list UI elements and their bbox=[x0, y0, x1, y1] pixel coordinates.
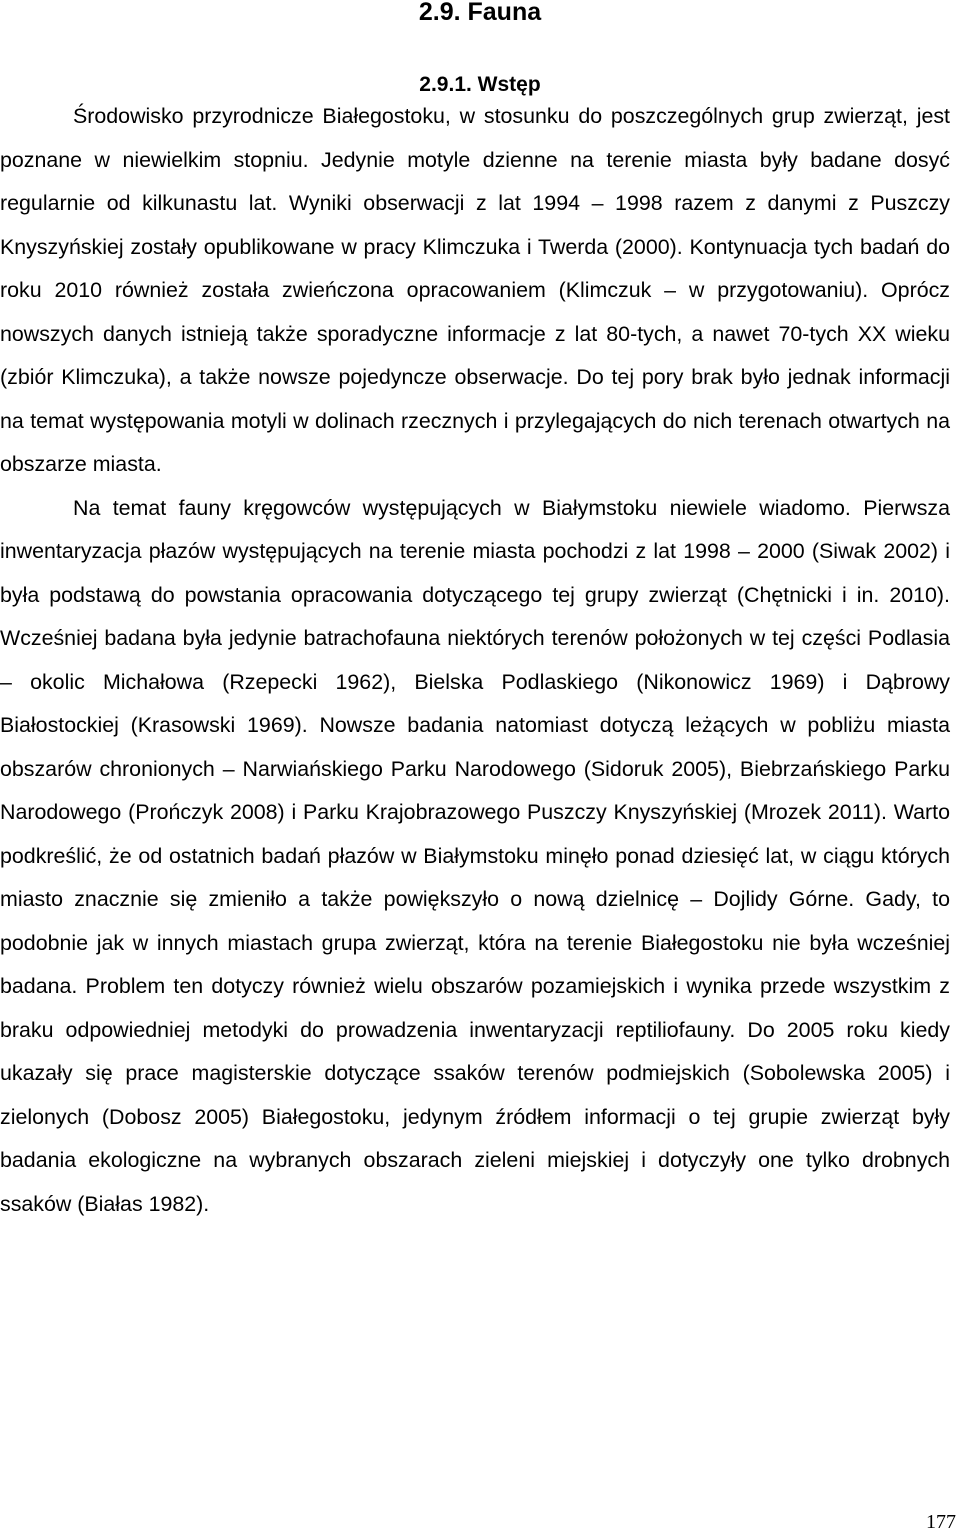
body-text bbox=[0, 95, 950, 1226]
page-number: 177 bbox=[926, 1511, 956, 1533]
section-title: 2.9. Fauna bbox=[418, 0, 542, 26]
paragraph-vertebrates: Na temat fauny kręgowców występujących w Białymstoku niewiele wiadomo. Pierwsza inwentaryzacja płazów występujących na terenie miasta pochodzi z lat 1998 – 2000 (Siwak 2002) i była podstawą do powstania opracowania dotyczącego tej grupy zwierząt (Chętnicki i in. 2010). Wcześniej badana była jedynie batrachofauna niektórych terenów położonych w tej części Podlasia – okolic Michałowa (Rzepecki 1962), Bielska Podlaskiego (Nikonowicz 1969) i Dąbrowy Białostockiej (Krasowski 1969). Nowsze badania natomiast dotyczą leżących w pobliżu miasta obszarów chronionych – Narwiańskiego Parku Narodowego (Sidoruk 2005), Biebrzańskiego Parku Narodowego (Prończyk 2008) i Parku Krajobrazowego Puszczy Knyszyńskiej (Mrozek 2011). Warto podkreślić, że od ostatnich badań płazów w Białymstoku minęło ponad dziesięć lat, w ciągu których miasto znacznie się zmieniło a także powiększyło o nową dzielnicę – Dojlidy Górne. Gady, to podobnie jak w innych miastach grupa zwierząt, która na terenie Białegostoku nie była wcześniej badana. Problem ten dotyczy również wielu obszarów pozamiejskich i wynika przede wszystkim z braku odpowiedniej metodyki do prowadzenia inwentaryzacji reptiliofauny. Do 2005 roku kiedy ukazały się prace magisterskie dotyczące ssaków terenów podmiejskich (Sobolewska 2005) i zielonych (Dobosz 2005) Białegostoku, jedynym źródłem informacji o tej grupie zwierząt były badania ekologiczne na wybranych obszarach zieleni miejskiej i dotyczyły one tylko drobnych ssaków (Białas 1982). bbox=[0, 495, 950, 1216]
subsection-title: 2.9.1. Wstęp bbox=[419, 73, 541, 96]
paragraph-butterflies: Środowisko przyrodnicze Białegostoku, w stosunku do poszczególnych grup zwierząt, jest poznane w niewielkim stopniu. Jedynie motyle dzienne na terenie miasta były badane dosyć regularnie od kilkunastu lat. Wyniki obserwacji z lat 1994 – 1998 razem z danymi z Puszczy Knyszyńskiej zostały opublikowane w pracy Klimczuka i Twerda (2000). Kontynuacja tych badań do roku 2010 również została zwieńczona opracowaniem (Klimczuk – w przygotowaniu). Oprócz nowszych danych istnieją także sporadyczne informacje z lat 80-tych, a nawet 70-tych XX wieku (zbiór Klimczuka), a także nowsze pojedyncze obserwacje. Do tej pory brak było jednak informacji na temat występowania motyli w dolinach rzecznych i przylegających do nich terenach otwartych na obszarze miasta. bbox=[0, 104, 950, 476]
